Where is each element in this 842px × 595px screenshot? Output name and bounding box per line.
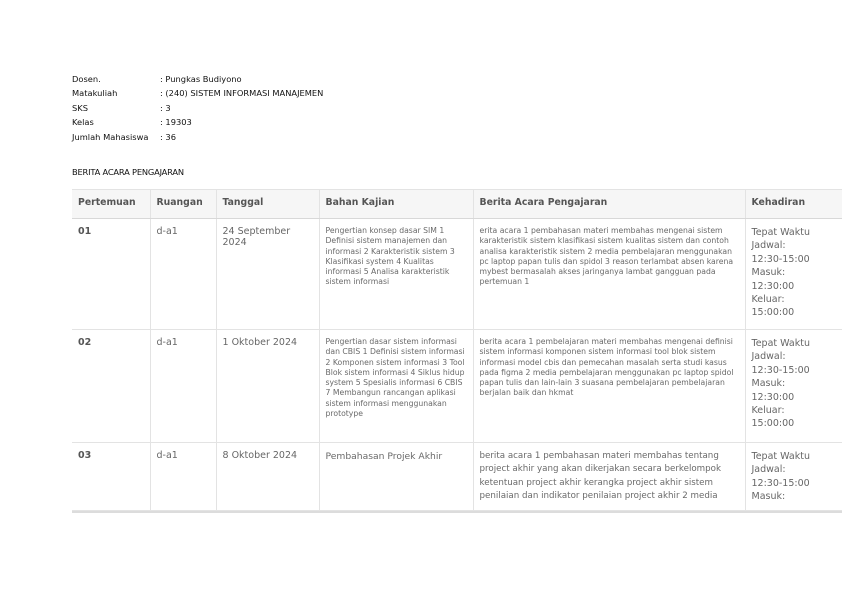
cell-ruangan: d-a1: [150, 330, 216, 443]
cell-berita-acara: erita acara 1 pembahasan materi membahas mengenai sistem karakteristik sistem klasifikasi sistem kualitas sistem dan contoh analisa karakteristik sistem 2 media pembelajaran menggunakan pc laptop papan tulis dan spidol 3 reason terlambat absen karena mybest bermasalah akses jaringanya lambat gangguan pada pertemuan 1: [473, 219, 745, 330]
info-row-jumlah-mahasiswa: [72, 130, 323, 144]
header-kehadiran: Kehadiran: [745, 190, 842, 219]
cell-pertemuan: 03: [72, 443, 150, 511]
check-out-value: 15:00:00: [751, 307, 795, 319]
check-in-value: 12:30:00: [751, 391, 795, 403]
cell-ruangan: d-a1: [150, 443, 216, 511]
attendance-status: Tepat Waktu: [751, 451, 810, 462]
table-row: [72, 219, 842, 330]
teaching-report-table: [72, 189, 842, 511]
info-value: : Pungkas Budiyono: [160, 74, 242, 84]
check-out-value: 15:00:00: [751, 418, 795, 430]
schedule-label: Jadwal:: [751, 351, 786, 363]
cell-tanggal: 24 September 2024: [216, 219, 319, 330]
header-ruangan: Ruangan: [150, 190, 216, 219]
info-value: : 19303: [160, 117, 192, 128]
schedule-label: Jadwal:: [751, 464, 786, 476]
cell-pertemuan: 01: [72, 219, 150, 330]
info-row-dosen: [72, 72, 323, 86]
info-label: Kelas: [72, 117, 94, 128]
check-in-label: Masuk:: [751, 378, 786, 390]
cell-berita-acara: berita acara 1 pembahasan materi membahas tentang project akhir yang akan dikerjakan secara berkelompok ketentuan project akhir kerangka project akhir sistem penilaian dan indikator penilaian project akhir 2 media: [473, 443, 745, 511]
info-row-matakuliah: [72, 86, 323, 100]
header-pertemuan: Pertemuan: [72, 190, 150, 219]
cell-ruangan: d-a1: [150, 219, 216, 330]
info-label: Matakuliah: [72, 88, 118, 99]
cell-berita-acara: berita acara 1 pembelajaran materi membahas mengenai definisi sistem informasi komponen sistem informasi tool blok sistem informasi model cbis dan pemecahan masalah serta studi kasus pada figma 2 media pembelajaran menggunakan pc laptop spidol papan tulis dan lain-lain 3 suasana pembelajaran pembelajaran berjalan baik dan hkmat: [473, 330, 745, 443]
section-title: BERITA ACARA PENGAJARAN: [72, 167, 184, 177]
cell-tanggal: 1 Oktober 2024: [216, 330, 319, 443]
cell-bahan-kajian: Pengertian dasar sistem informasi dan CBIS 1 Definisi sistem informasi 2 Komponen sistem informasi 3 Tool Blok sistem informasi 4 Siklus hidup system 5 Spesialis informasi 6 CBIS 7 Membangun rancangan aplikasi sistem informasi menggunakan prototype: [319, 330, 473, 443]
info-row-sks: [72, 101, 323, 115]
info-row-kelas: [72, 115, 323, 129]
cell-bahan-kajian: Pembahasan Projek Akhir: [319, 443, 473, 511]
check-out-label: Keluar:: [751, 294, 785, 306]
schedule-label: Jadwal:: [751, 240, 786, 252]
table-row: [72, 330, 842, 443]
info-label: Dosen.: [72, 74, 101, 84]
cell-pertemuan: 02: [72, 330, 150, 443]
info-value: : (240) SISTEM INFORMASI MANAJEMEN: [160, 88, 324, 99]
course-info: [72, 72, 323, 144]
schedule-value: 12:30-15:00: [751, 477, 810, 489]
check-out-label: Keluar:: [751, 405, 785, 417]
table-row: [72, 443, 842, 511]
cell-tanggal: 8 Oktober 2024: [216, 443, 319, 511]
attendance-status: Tepat Waktu: [751, 227, 810, 238]
check-in-label: Masuk:: [751, 267, 786, 279]
cell-bahan-kajian: Pengertian konsep dasar SIM 1 Definisi sistem manajemen dan informasi 2 Karakteristik sistem 3 Klasifikasi system 4 Kualitas informasi 5 Analisa karakteristik sistem informasi: [319, 219, 473, 330]
header-berita-acara: Berita Acara Pengajaran: [473, 190, 745, 219]
check-in-label: Masuk:: [751, 491, 786, 503]
check-in-value: 12:30:00: [751, 280, 795, 292]
header-tanggal: Tanggal: [216, 190, 319, 219]
info-value: : 36: [160, 131, 176, 142]
schedule-value: 12:30-15:00: [751, 253, 810, 265]
info-label: SKS: [72, 102, 88, 113]
cell-kehadiran: [745, 330, 842, 443]
cell-kehadiran: [745, 443, 842, 511]
table-header-row: [72, 190, 842, 219]
attendance-status: Tepat Waktu: [751, 338, 810, 349]
header-bahan-kajian: Bahan Kajian: [319, 190, 473, 219]
info-label: Jumlah Mahasiswa: [72, 131, 149, 142]
table-bottom-rule: [72, 511, 842, 513]
info-value: : 3: [160, 102, 171, 113]
cell-kehadiran: [745, 219, 842, 330]
schedule-value: 12:30-15:00: [751, 364, 810, 376]
